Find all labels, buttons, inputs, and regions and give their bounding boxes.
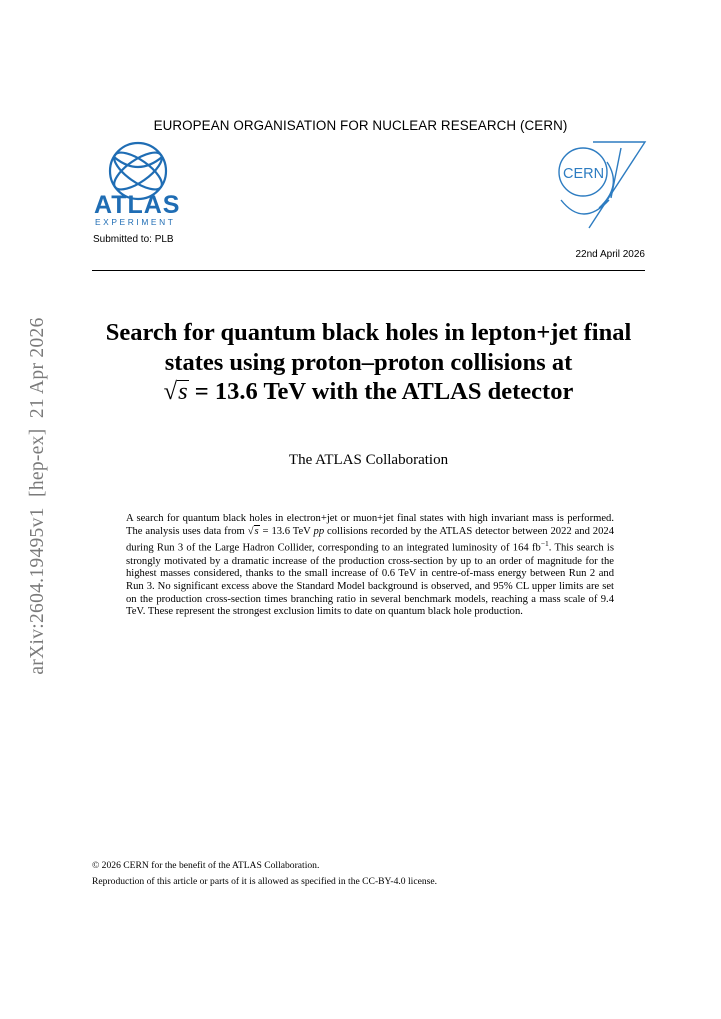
abstract-sqrt-var: s — [254, 525, 259, 537]
sqrt-radical: √ — [163, 378, 178, 405]
abstract-sqrt-s — [248, 525, 260, 537]
organisation-header: EUROPEAN ORGANISATION FOR NUCLEAR RESEARCH (CERN) — [153, 118, 568, 133]
abstract-pp: pp — [313, 525, 325, 537]
sqrt-s-var: s — [178, 378, 188, 405]
abstract-sqrt-radical: √ — [247, 525, 254, 537]
atlas-logo — [92, 141, 192, 231]
cern-logo — [553, 138, 649, 230]
license-notice: Reproduction of this article or parts of it is allowed as specified in the CC-BY-4.0 license. — [92, 876, 438, 887]
atlas-logo-text: ATLAS — [94, 191, 181, 219]
abstract — [126, 513, 614, 619]
abstract-part-3: collisions recorded by the ATLAS detector between 2022 and 2024 during Run 3 of the Large Hadron Collider, corresponding to an integrated luminosity of 164 fb — [126, 525, 614, 554]
header-divider — [92, 270, 645, 271]
copyright-notice: © 2026 CERN for the benefit of the ATLAS Collaboration. — [92, 860, 320, 871]
abstract-part-4: . This search is strongly motivated by a dramatic increase of the production cross-section by up to an order of magnitude for the highest masses considered, thanks to the small increase of 0.6 TeV in centre-of-mass energy between Run 2 and Run 3. No significant excess above the Standard Model background is observed, and 95% CL upper limits are set on the production cross-section times branching ratio in several benchmark models, reaching a mass scale of 9.4 TeV. These represent the strongest exclusion limits to date on quantum black hole production. — [126, 542, 614, 618]
submission-date: 22nd April 2026 — [575, 249, 645, 260]
arxiv-identifier: arXiv:2604.19495v1 [hep-ex] 21 Apr 2026 — [27, 317, 48, 675]
cern-logo-arc — [561, 200, 609, 214]
cern-logo-line-1 — [589, 142, 645, 228]
footer — [92, 858, 652, 890]
sqrt-symbol — [164, 377, 189, 407]
abstract-superscript: −1 — [540, 539, 549, 549]
abstract-part-2: = 13.6 TeV — [259, 525, 314, 537]
abstract-part-1: A search for quantum black holes in electron+jet or muon+jet final states with high invariant mass is performed. The analysis uses data from — [126, 513, 614, 537]
title-line-2: states using proton–proton collisions at — [164, 348, 573, 376]
atlas-logo-subtext: EXPERIMENT — [95, 217, 176, 227]
authors: The ATLAS Collaboration — [288, 452, 449, 468]
paper-title — [92, 318, 645, 407]
submitted-to: Submitted to: PLB — [93, 234, 174, 245]
title-line-3 — [92, 377, 645, 407]
title-line-3-rest: = 13.6 TeV with the ATLAS detector — [188, 378, 574, 405]
title-line-1: Search for quantum black holes in lepton+jet final — [105, 319, 632, 346]
cern-logo-text: CERN — [563, 166, 605, 182]
